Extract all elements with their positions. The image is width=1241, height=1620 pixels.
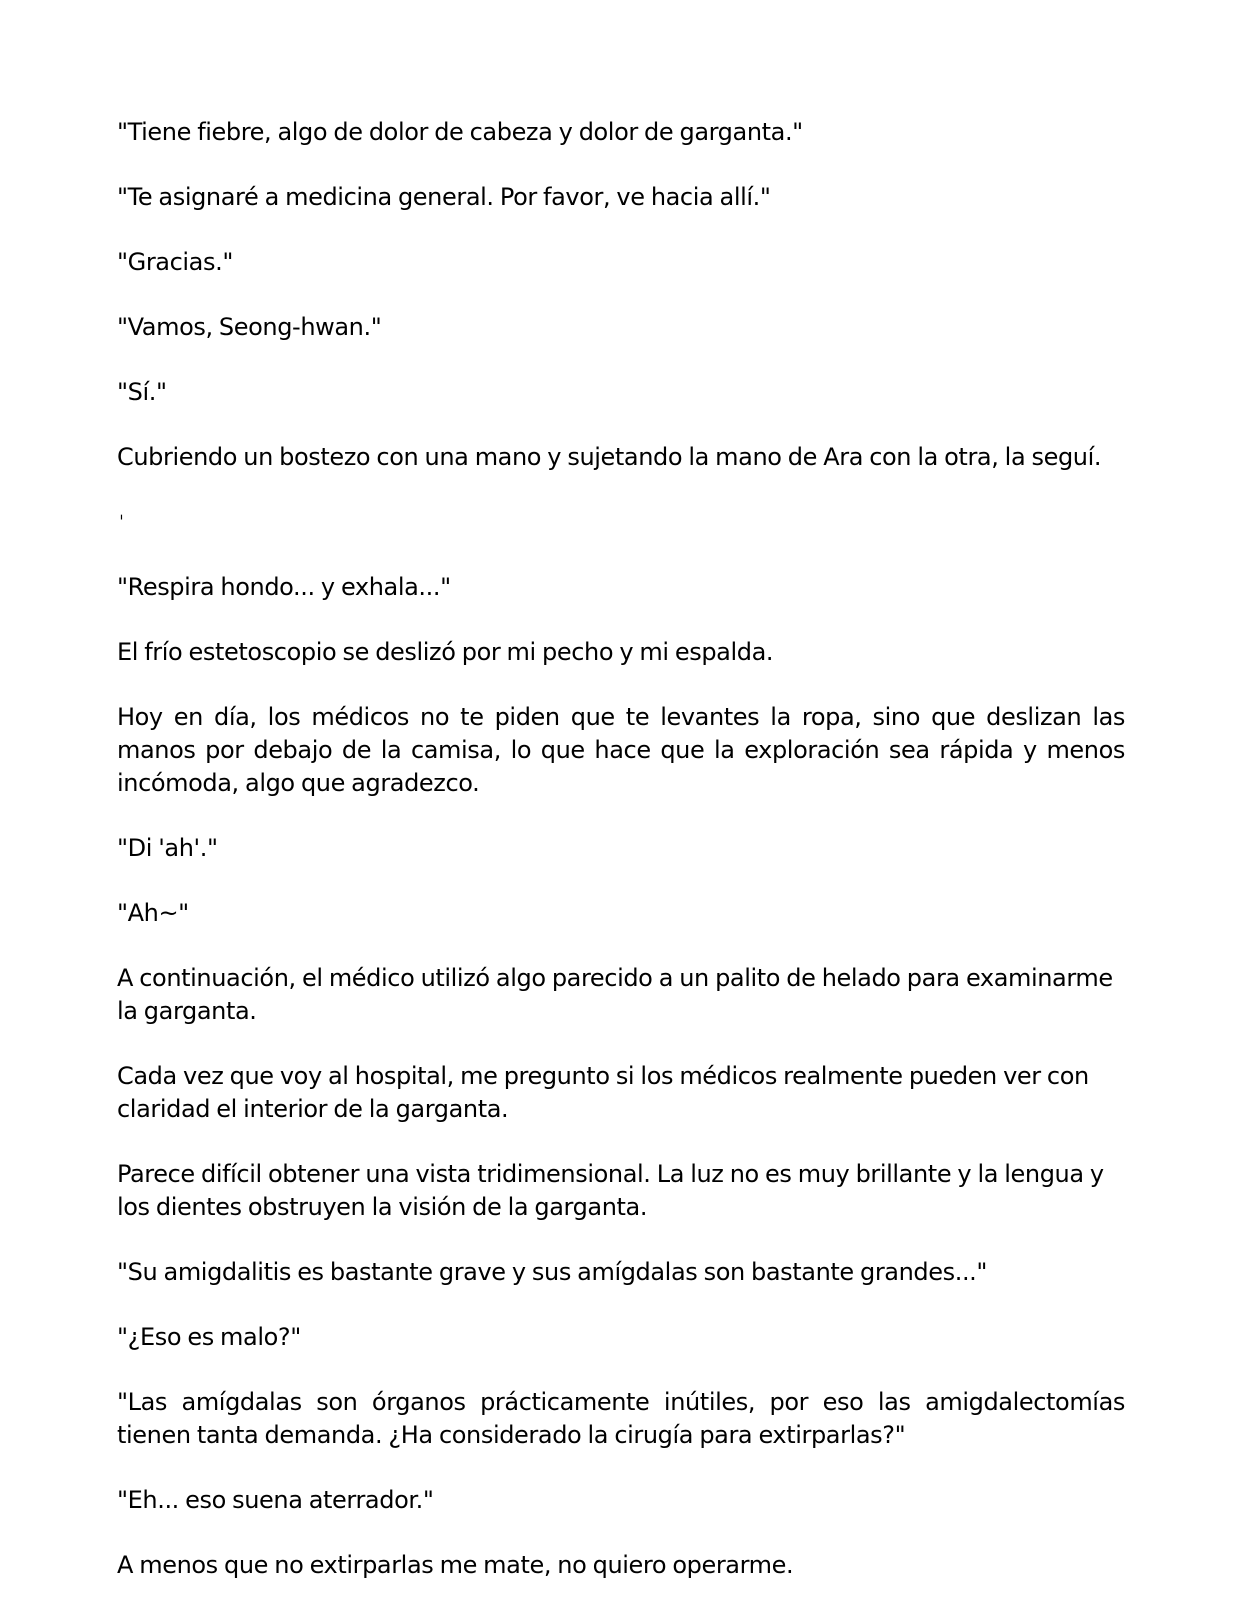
paragraph: "Gracias." — [117, 248, 233, 276]
paragraph: "Sí." — [117, 378, 167, 406]
stray-mark: ˈ — [119, 512, 124, 533]
paragraph: "Eh... eso suena aterrador." — [117, 1486, 434, 1514]
paragraph: A continuación, el médico utilizó algo parecido a un palito de helado para examinarme la garganta. — [117, 964, 1113, 1025]
paragraph: El frío estetoscopio se deslizó por mi pecho y mi espalda. — [117, 638, 774, 666]
paragraph: "¿Eso es malo?" — [117, 1323, 301, 1351]
paragraph: A menos que no extirparlas me mate, no quiero operarme. — [117, 1551, 794, 1579]
paragraph: Cubriendo un bostezo con una mano y sujetando la mano de Ara con la otra, la seguí. — [117, 443, 1102, 471]
paragraph: Parece difícil obtener una vista tridimensional. La luz no es muy brillante y la lengua y los dientes obstruyen la visión de la garganta. — [117, 1160, 1104, 1221]
paragraph: "Las amígdalas son órganos prácticamente inútiles, por eso las amigdalectomías tienen tanta demanda. ¿Ha considerado la cirugía para extirparlas?" — [117, 1388, 1125, 1449]
paragraph: "Di 'ah'." — [117, 834, 218, 862]
paragraph: "Respira hondo... y exhala..." — [117, 573, 451, 601]
paragraph: Cada vez que voy al hospital, me pregunto si los médicos realmente pueden ver con claridad el interior de la garganta. — [117, 1062, 1089, 1123]
paragraph: "Vamos, Seong-hwan." — [117, 313, 382, 341]
paragraph: "Ah~" — [117, 899, 189, 927]
paragraph: "Tiene fiebre, algo de dolor de cabeza y dolor de garganta." — [117, 118, 803, 146]
text-column — [117, 116, 1125, 1614]
paragraph: Hoy en día, los médicos no te piden que te levantes la ropa, sino que deslizan las manos por debajo de la camisa, lo que hace que la exploración sea rápida y menos incómoda, algo que agradezco. — [117, 703, 1125, 797]
paragraph: "Te asignaré a medicina general. Por favor, ve hacia allí." — [117, 183, 771, 211]
paragraph: "Su amigdalitis es bastante grave y sus amígdalas son bastante grandes..." — [117, 1258, 988, 1286]
